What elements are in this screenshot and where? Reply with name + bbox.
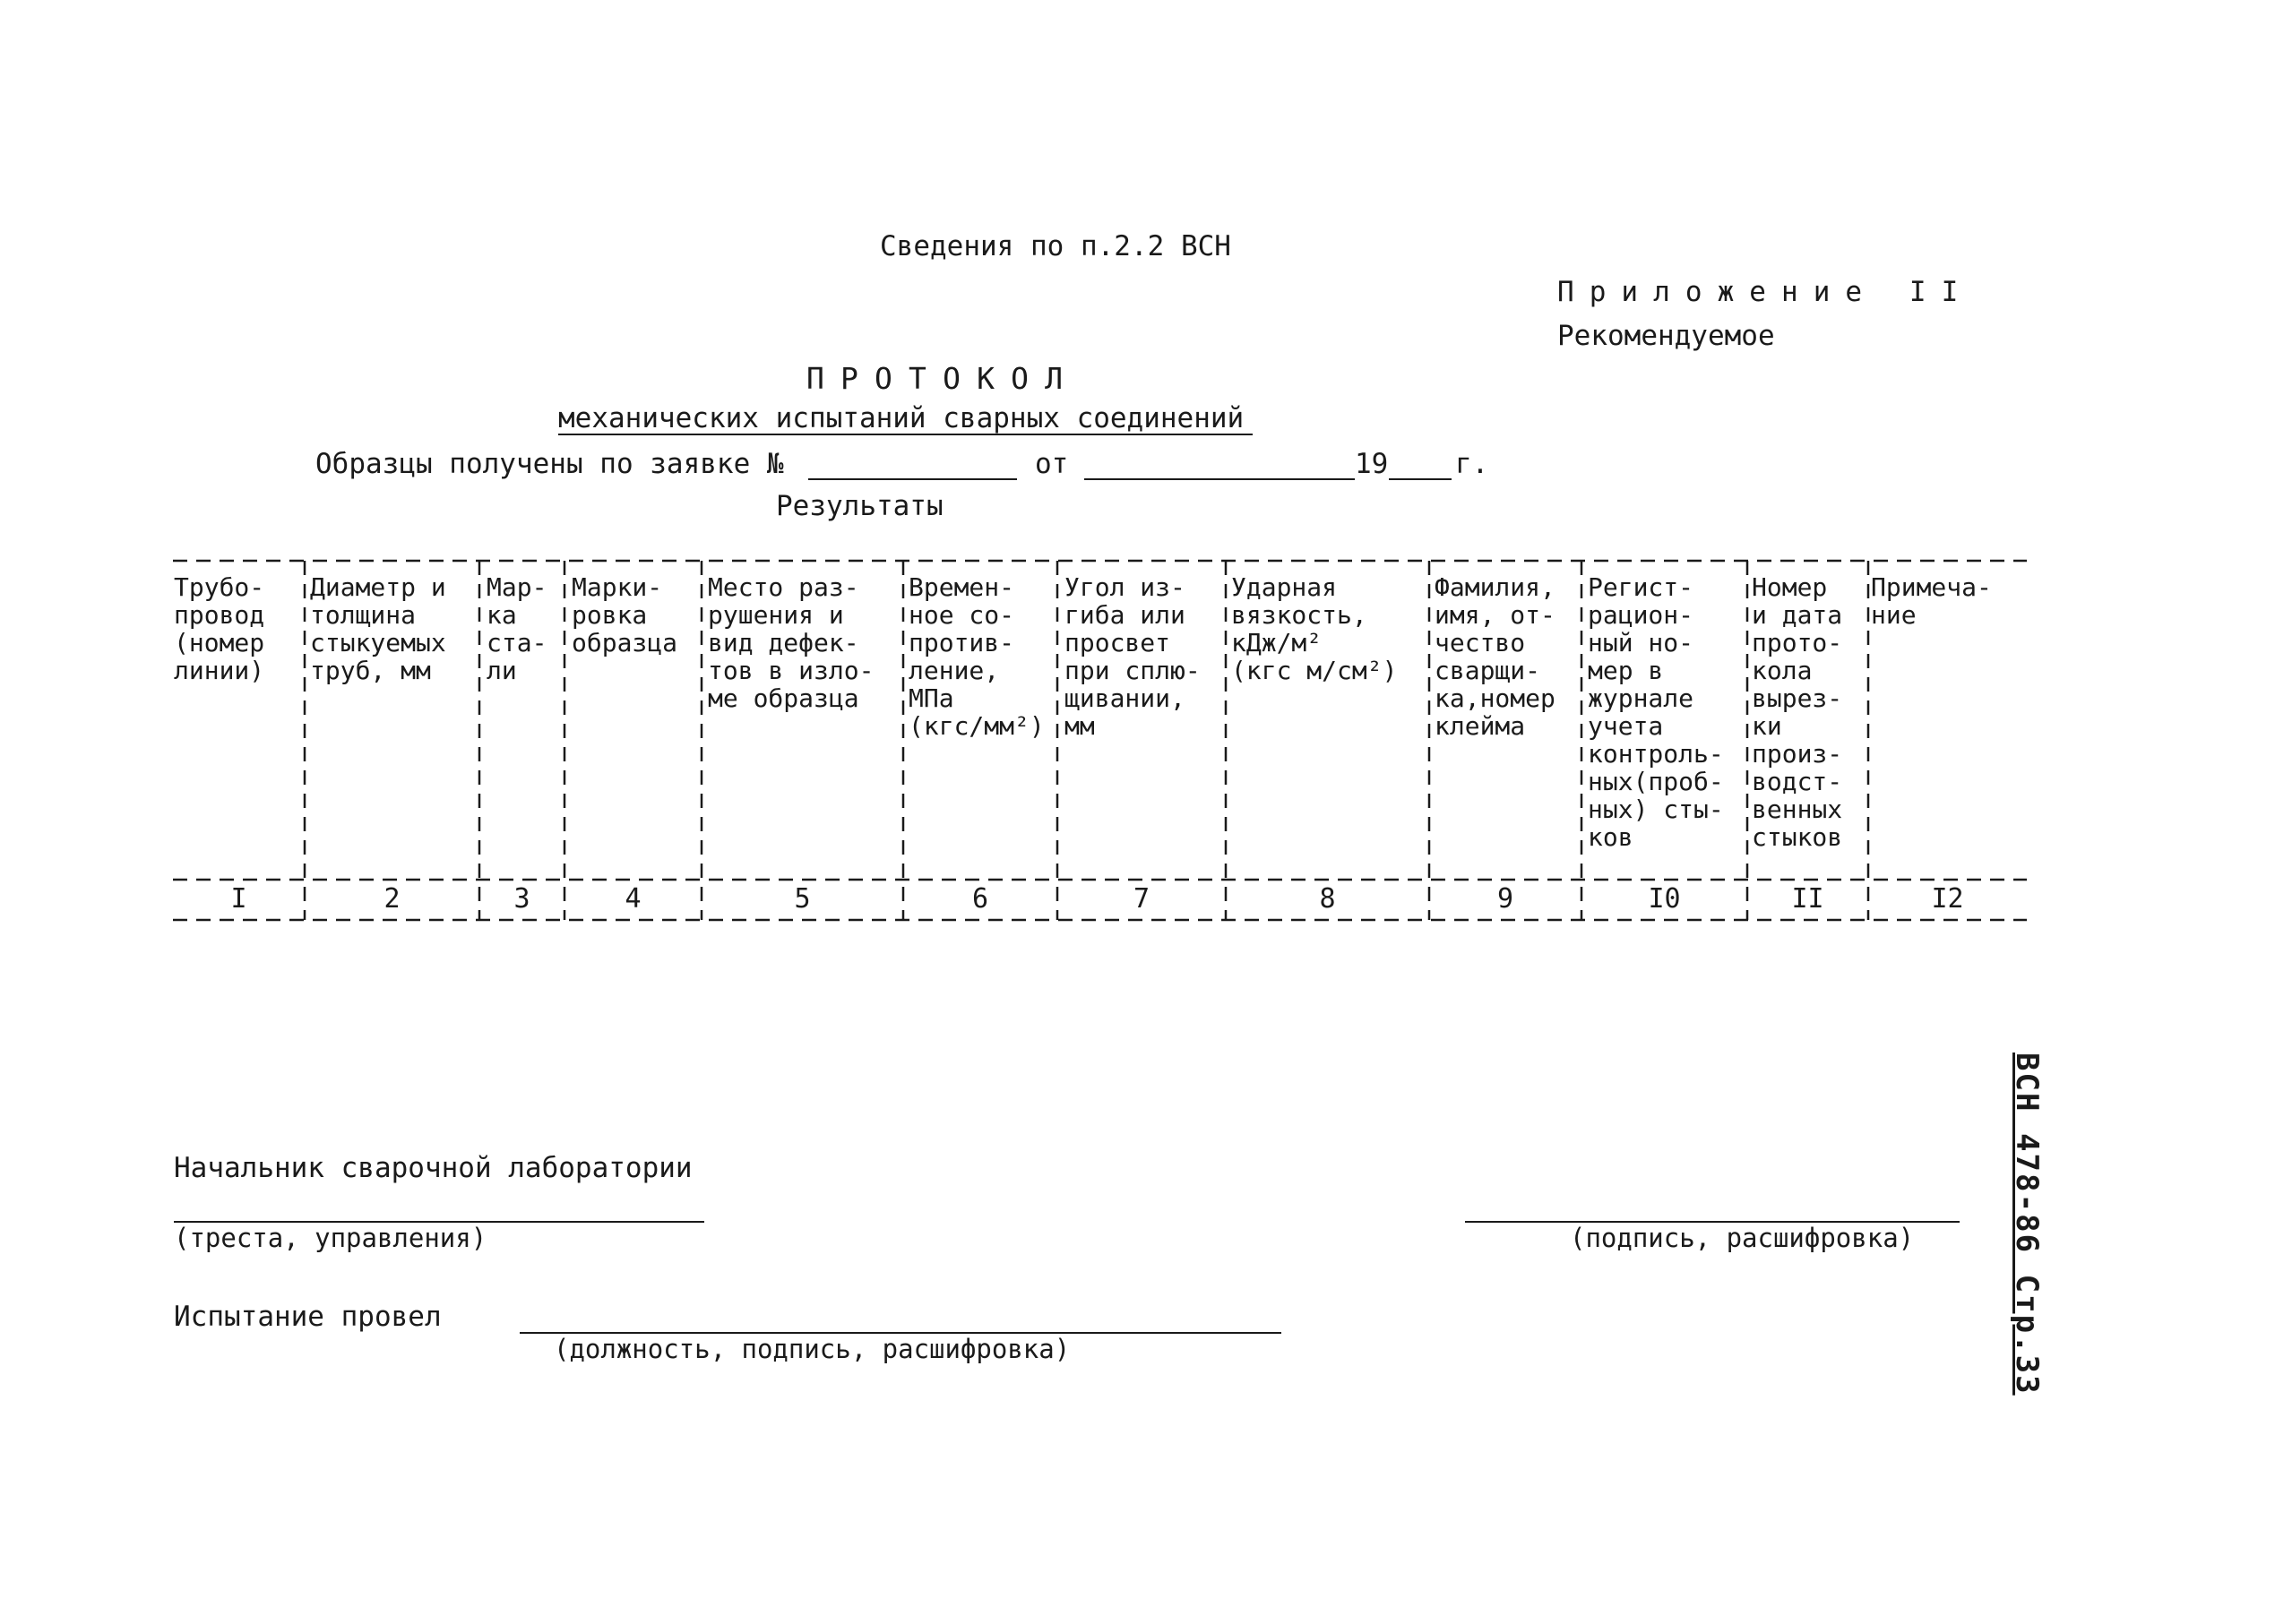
column-header-sample-marking: Марки- ровка образца xyxy=(572,572,678,657)
column-header-welder-name: Фамилия, имя, от- чество сварщи- ка,номер клейма xyxy=(1435,572,1555,741)
request-from-label: от xyxy=(1035,448,1069,480)
column-number: I0 xyxy=(1648,883,1681,915)
column-number: 2 xyxy=(383,883,401,915)
info-line: Сведения по п.2.2 ВСН xyxy=(880,230,1231,262)
column-header-diameter: Диаметр и толщина стыкуемых труб, мм xyxy=(310,572,446,685)
tested-caption: (должность, подпись, расшифровка) xyxy=(554,1334,1071,1364)
column-number: 6 xyxy=(971,883,989,915)
column-header-notes: Примеча- ние xyxy=(1871,572,1992,630)
column-number: II xyxy=(1791,883,1824,915)
column-number: 4 xyxy=(625,883,642,915)
tested-by-label: Испытание провел xyxy=(174,1301,442,1333)
column-number: 5 xyxy=(794,883,811,915)
column-number: I xyxy=(230,883,247,915)
protocol-subtitle: механических испытаний сварных соединений xyxy=(558,402,1245,434)
trust-caption: (треста, управления) xyxy=(174,1223,487,1253)
recommended-label: Рекомендуемое xyxy=(1557,320,1775,352)
column-header-tensile-strength: Времен- ное со- против- ление, МПа (кгс/мм²) xyxy=(909,572,1045,741)
year-suffix: г. xyxy=(1455,448,1489,480)
document-code-stamp: ВСН 478-86 Стр.33 xyxy=(2009,1053,2045,1396)
appendix-label: Приложение II xyxy=(1557,276,1974,308)
year-prefix: 19 xyxy=(1355,448,1389,480)
column-number: 8 xyxy=(1319,883,1336,915)
column-number: 3 xyxy=(513,883,530,915)
column-header-steel-grade: Мар- ка ста- ли xyxy=(487,572,547,685)
results-label: Результаты xyxy=(776,490,944,522)
column-header-fracture-location: Место раз- рушения и вид дефек- тов в изло- ме образца xyxy=(708,572,875,713)
column-header-cutout-protocol: Номер и дата прото- кола вырез- ки произ- водст- венных стыков xyxy=(1752,572,1843,852)
column-header-registration-number: Регист- рацион- ный но- мер в журнале учета контроль- ных(проб- ных) сты- ков xyxy=(1588,572,1724,852)
chief-signature-caption: (подпись, расшифровка) xyxy=(1570,1223,1915,1253)
column-header-bend-angle: Угол из- гиба или просвет при сплю- щивании, мм xyxy=(1064,572,1201,741)
column-number: 7 xyxy=(1133,883,1150,915)
column-number: I2 xyxy=(1931,883,1964,915)
request-prefix: Образцы получены по заявке № xyxy=(315,448,784,480)
column-header-pipeline: Трубо- провод (номер линии) xyxy=(174,572,265,685)
column-header-impact-strength: Ударная вязкость, кДж/м² (кгс м/см²) xyxy=(1231,572,1398,685)
column-number: 9 xyxy=(1496,883,1514,915)
protocol-title: ПРОТОКОЛ xyxy=(806,361,1080,396)
chief-label: Начальник сварочной лаборатории xyxy=(174,1152,693,1184)
